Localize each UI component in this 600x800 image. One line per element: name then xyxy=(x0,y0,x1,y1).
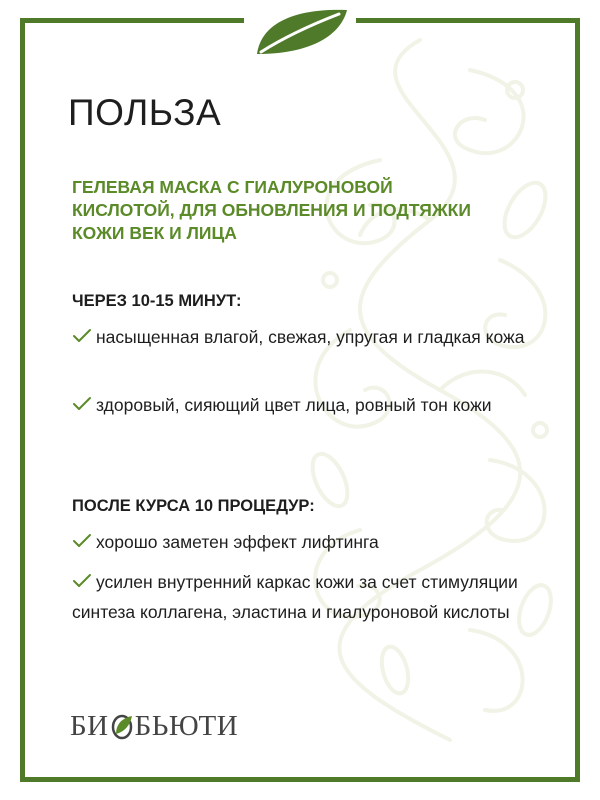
logo-text-part2: БЬЮТИ xyxy=(134,709,239,742)
check-icon xyxy=(72,573,92,589)
product-subtitle: ГЕЛЕВАЯ МАСКА С ГИАЛУРОНОВОЙ КИСЛОТОЙ, ДЛЯ ОБНОВЛЕНИЯ И ПОДТЯЖКИ КОЖИ ВЕК И ЛИЦА xyxy=(72,177,471,243)
benefit-item xyxy=(72,322,527,352)
leaf-icon xyxy=(253,4,349,58)
benefit-item xyxy=(72,527,527,557)
check-icon xyxy=(72,396,92,412)
benefit-text: усилен внутренний каркас кожи за счет стимуляции синтеза коллагена, эластина и гиалуроновой кислоты xyxy=(72,572,518,622)
benefit-text: хорошо заметен эффект лифтинга xyxy=(96,532,379,552)
logo-text-part1: БИ xyxy=(70,709,109,742)
leaf-o-icon xyxy=(110,712,134,740)
check-icon xyxy=(72,533,92,549)
benefit-item xyxy=(72,567,527,627)
benefit-text: насыщенная влагой, свежая, упругая и гладкая кожа xyxy=(96,327,525,347)
benefit-item xyxy=(72,390,527,420)
check-icon xyxy=(72,328,92,344)
section-heading-15-minutes: ЧЕРЕЗ 10-15 МИНУТ: xyxy=(72,292,242,310)
brand-logo xyxy=(70,708,238,744)
section-heading-10-procedures: ПОСЛЕ КУРСА 10 ПРОЦЕДУР: xyxy=(72,497,315,515)
benefit-text: здоровый, сияющий цвет лица, ровный тон кожи xyxy=(96,395,492,415)
page-title: ПОЛЬЗА xyxy=(68,92,222,133)
